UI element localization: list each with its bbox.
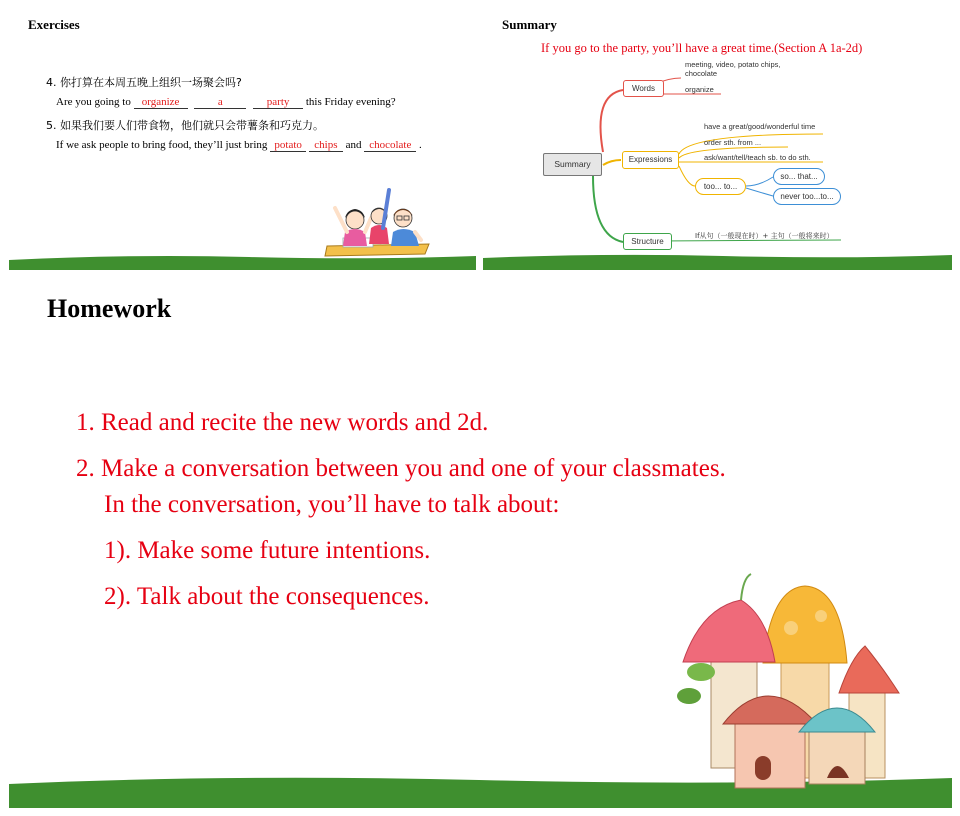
expression-item-2: order sth. from ...	[704, 138, 762, 147]
mindmap-words-node: Words	[623, 80, 664, 97]
expression-item-1: have a great/good/wonderful time	[704, 122, 816, 131]
summary-slide	[483, 0, 952, 270]
mindmap-center: Summary	[543, 153, 602, 176]
q5-answer-potato: potato	[270, 139, 306, 152]
words-item-1: meeting, video, potato chips,	[685, 60, 781, 69]
homework-item-1: 1. Read and recite the new words and 2d.	[76, 409, 489, 436]
q4-suffix: this Friday evening?	[305, 96, 396, 108]
question-5-english	[56, 139, 422, 152]
grass-strip	[483, 250, 952, 270]
q5-answer-chips: chips	[309, 139, 343, 152]
q5-answer-chocolate: chocolate	[364, 139, 416, 152]
expression-item-3: ask/want/tell/teach sb. to do sth.	[704, 153, 811, 162]
homework-item-2-detail: In the conversation, you’ll have to talk about:	[104, 491, 560, 518]
summary-subtitle: If you go to the party, you’ll have a great time.(Section A 1a-2d)	[541, 41, 863, 55]
mindmap-connectors	[483, 0, 952, 270]
exercises-title: Exercises	[28, 17, 80, 32]
structure-item: If从句（一般现在时）+ 主句（一般将来时）	[695, 232, 834, 240]
summary-title: Summary	[502, 17, 557, 32]
exercises-slide	[9, 0, 476, 270]
words-item-2: chocolate	[685, 69, 718, 78]
q4-prefix: Are you going to	[56, 96, 131, 108]
question-4-english	[56, 96, 396, 109]
question-5-chinese: 5. 如果我们要人们带食物，他们就只会带薯条和巧克力。	[46, 119, 324, 132]
grass-strip	[9, 250, 476, 270]
homework-subitem-1: 1). Make some future intentions.	[104, 537, 431, 564]
expression-so-that-node: so... that...	[773, 168, 825, 185]
q5-suffix: .	[419, 139, 422, 151]
expression-never-too-node: never too...to...	[773, 188, 841, 205]
q4-answer-party: party	[253, 96, 303, 109]
q5-prefix: If we ask people to bring food, they’ll just bring	[56, 139, 268, 151]
words-item-organize: organize	[685, 85, 714, 94]
q4-answer-a: a	[194, 96, 246, 109]
mindmap-expressions-node: Expressions	[622, 151, 679, 169]
homework-slide	[9, 280, 952, 808]
mushroom-houses-illustration	[671, 568, 911, 808]
homework-subitem-2: 2). Talk about the consequences.	[104, 583, 430, 610]
mindmap-structure-node: Structure	[623, 233, 672, 250]
q4-answer-organize: organize	[134, 96, 188, 109]
homework-title: Homework	[47, 294, 172, 323]
question-4-chinese: 4. 你打算在本周五晚上组织一场聚会吗?	[46, 76, 242, 89]
expression-too-to-node: too... to...	[695, 178, 746, 195]
homework-item-2: 2. Make a conversation between you and one of your classmates.	[76, 455, 726, 482]
q5-joiner: and	[345, 139, 362, 151]
